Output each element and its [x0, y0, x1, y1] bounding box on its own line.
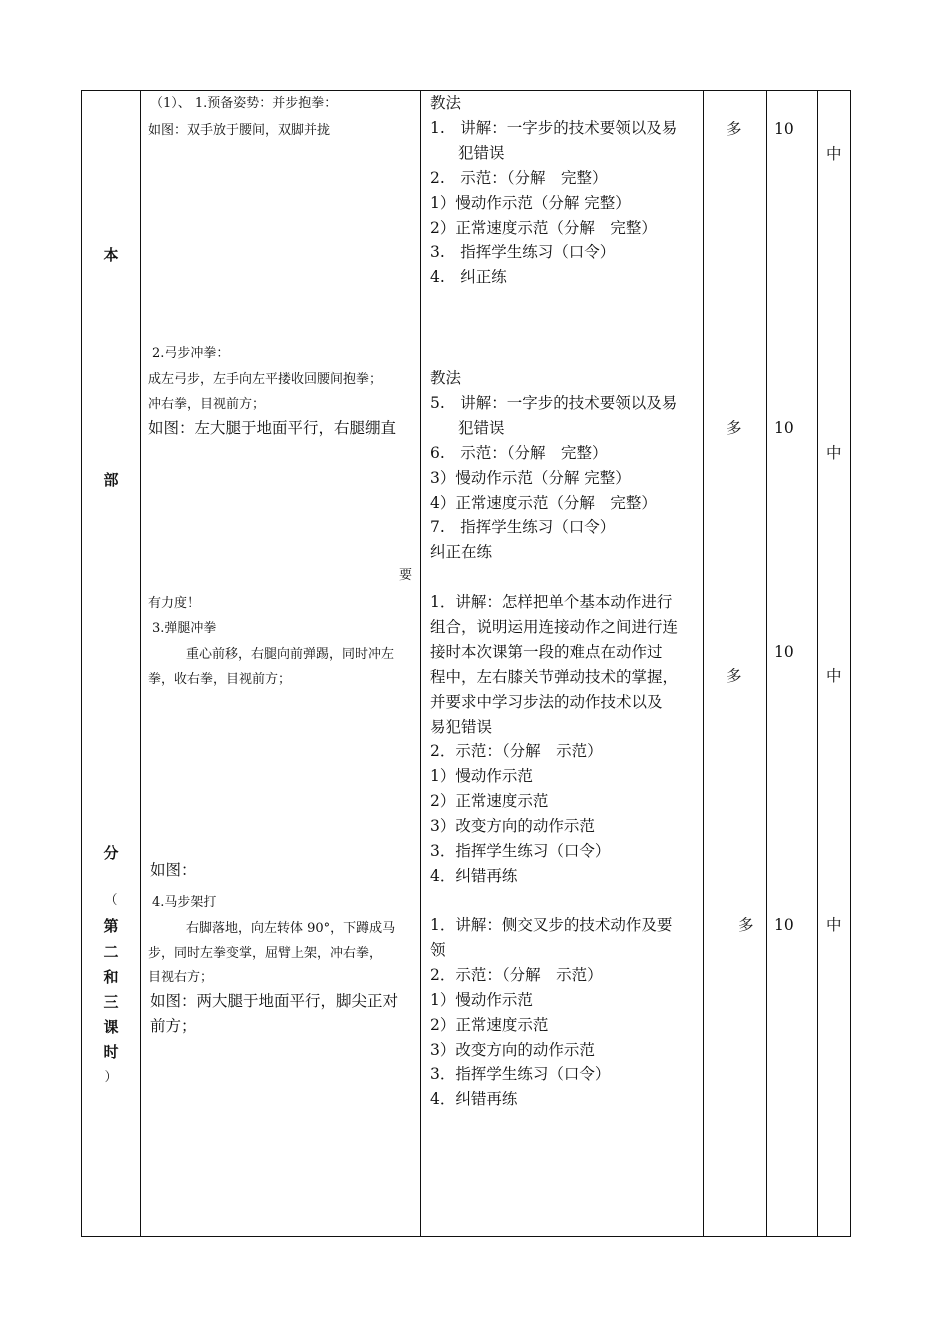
column-divider [420, 90, 421, 1237]
method-line: 犯错误 [458, 143, 505, 162]
method-line: 4）正常速度示范（分解 完整） [430, 493, 657, 512]
method-line: 7. 指挥学生练习（口令） [430, 518, 616, 537]
method-title: 教法 [430, 369, 462, 387]
method-line: 4．纠错再练 [430, 866, 518, 885]
method-line: 5. 讲解：一字步的技术要领以及易 [430, 393, 678, 412]
column-divider [766, 90, 767, 1237]
step-title: 3.弹腿冲拳 [152, 621, 217, 636]
method-line: 3．指挥学生练习（口令） [430, 842, 611, 861]
intensity-cell: 中 [826, 916, 842, 934]
count-cell: 多 [738, 916, 754, 934]
method-line: 犯错误 [458, 418, 505, 437]
method-line: 2）正常速度示范 [430, 1015, 549, 1034]
method-line: 2．示范：（分解 示范） [430, 742, 603, 761]
intensity-cell: 中 [826, 145, 842, 163]
method-block [430, 91, 698, 290]
step-text: 有力度！ [148, 596, 201, 611]
method-line: 3．指挥学生练习（口令） [430, 1065, 611, 1084]
method-line: 1）慢动作示范 [430, 990, 533, 1009]
count-cell: 多 [726, 419, 742, 437]
method-line: 接时本次课第一段的难点在动作过 [430, 642, 663, 661]
method-line: 纠正在练 [430, 543, 493, 562]
method-line: 3. 指挥学生练习（口令） [430, 243, 616, 262]
section-char: 第 [103, 917, 119, 935]
step-text: 步，同时左拳变掌，屈臂上架，冲右拳， [148, 946, 383, 961]
step-text: 重心前移，右腿向前弹踢，同时冲左 [186, 647, 395, 662]
section-char: 三 [103, 993, 119, 1011]
method-line: 1．讲解：怎样把单个基本动作进行 [430, 593, 673, 611]
column-divider [817, 90, 818, 1237]
method-line: 2. 示范：（分解 完整） [430, 168, 608, 187]
method-line: 3）改变方向的动作示范 [430, 1040, 595, 1059]
column-divider [140, 90, 141, 1237]
minutes-cell: 10 [774, 643, 794, 661]
minutes-cell: 10 [774, 419, 794, 437]
method-line: 2）正常速度示范 [430, 792, 549, 811]
section-char: 本 [103, 246, 119, 264]
method-block [430, 366, 698, 565]
step-text: 成左弓步，左手向左平搂收回腰间抱拳； [148, 372, 383, 387]
method-line: 领 [430, 940, 446, 959]
step-text: 拳，收右拳，目视前方； [148, 672, 292, 687]
step-text: 要 [398, 568, 412, 583]
minutes-cell: 10 [774, 916, 794, 934]
method-line: 并要求中学习步法的动作技术以及 [430, 692, 663, 711]
section-char: ） [104, 1070, 118, 1085]
method-line: 4. 纠正练 [430, 268, 507, 287]
column-divider [703, 90, 704, 1237]
step-text: 冲右拳，目视前方； [148, 397, 266, 412]
minutes-cell: 10 [774, 120, 794, 138]
section-char: 分 [103, 844, 119, 862]
method-line: 1）慢动作示范 [430, 767, 533, 786]
method-line: 6. 示范：（分解 完整） [430, 443, 608, 462]
method-block [430, 590, 702, 889]
method-line: 3）改变方向的动作示范 [430, 817, 595, 836]
method-line: 1. 讲解：一字步的技术要领以及易 [430, 118, 678, 137]
method-line: 组合，说明运用连接动作之间进行连 [430, 617, 679, 636]
step-text: 目视右方； [148, 970, 214, 985]
step-title: 4.马步架打 [152, 895, 217, 910]
method-line: 2）正常速度示范（分解 完整） [430, 218, 657, 237]
step-text: 如图：两大腿于地面平行，脚尖正对 [150, 992, 399, 1010]
intensity-cell: 中 [826, 444, 842, 462]
method-line: 4．纠错再练 [430, 1090, 518, 1109]
step-text: 如图： [150, 861, 197, 879]
count-cell: 多 [726, 120, 742, 138]
step-title: （1）、 1.预备姿势：并步抱拳： [150, 96, 338, 111]
step-text: 前方； [150, 1017, 197, 1035]
method-line: 易犯错误 [430, 717, 493, 736]
method-line: 3）慢动作示范（分解 完整） [430, 468, 631, 487]
section-char: 课 [103, 1018, 119, 1036]
method-line: 1．讲解：侧交叉步的技术动作及要 [430, 916, 673, 934]
section-char: 二 [103, 943, 119, 961]
section-char: 部 [103, 471, 119, 489]
section-char: 和 [103, 968, 119, 986]
step-text: 右脚落地，向左转体 90°，下蹲成马 [186, 921, 396, 936]
section-char: （ [104, 893, 118, 908]
method-line: 程中，左右膝关节弹动技术的掌握， [430, 667, 679, 686]
step-text: 如图：双手放于腰间，双脚并拢 [148, 123, 331, 138]
count-cell: 多 [726, 667, 742, 685]
method-line: 2．示范：（分解 示范） [430, 965, 603, 984]
method-title: 教法 [430, 94, 462, 112]
step-text: 如图：左大腿于地面平行，右腿绷直 [148, 419, 397, 437]
method-block [430, 913, 702, 1112]
section-char: 时 [103, 1043, 119, 1061]
step-title: 2.弓步冲拳： [152, 346, 230, 361]
intensity-cell: 中 [826, 667, 842, 685]
method-line: 1）慢动作示范（分解 完整） [430, 193, 631, 212]
